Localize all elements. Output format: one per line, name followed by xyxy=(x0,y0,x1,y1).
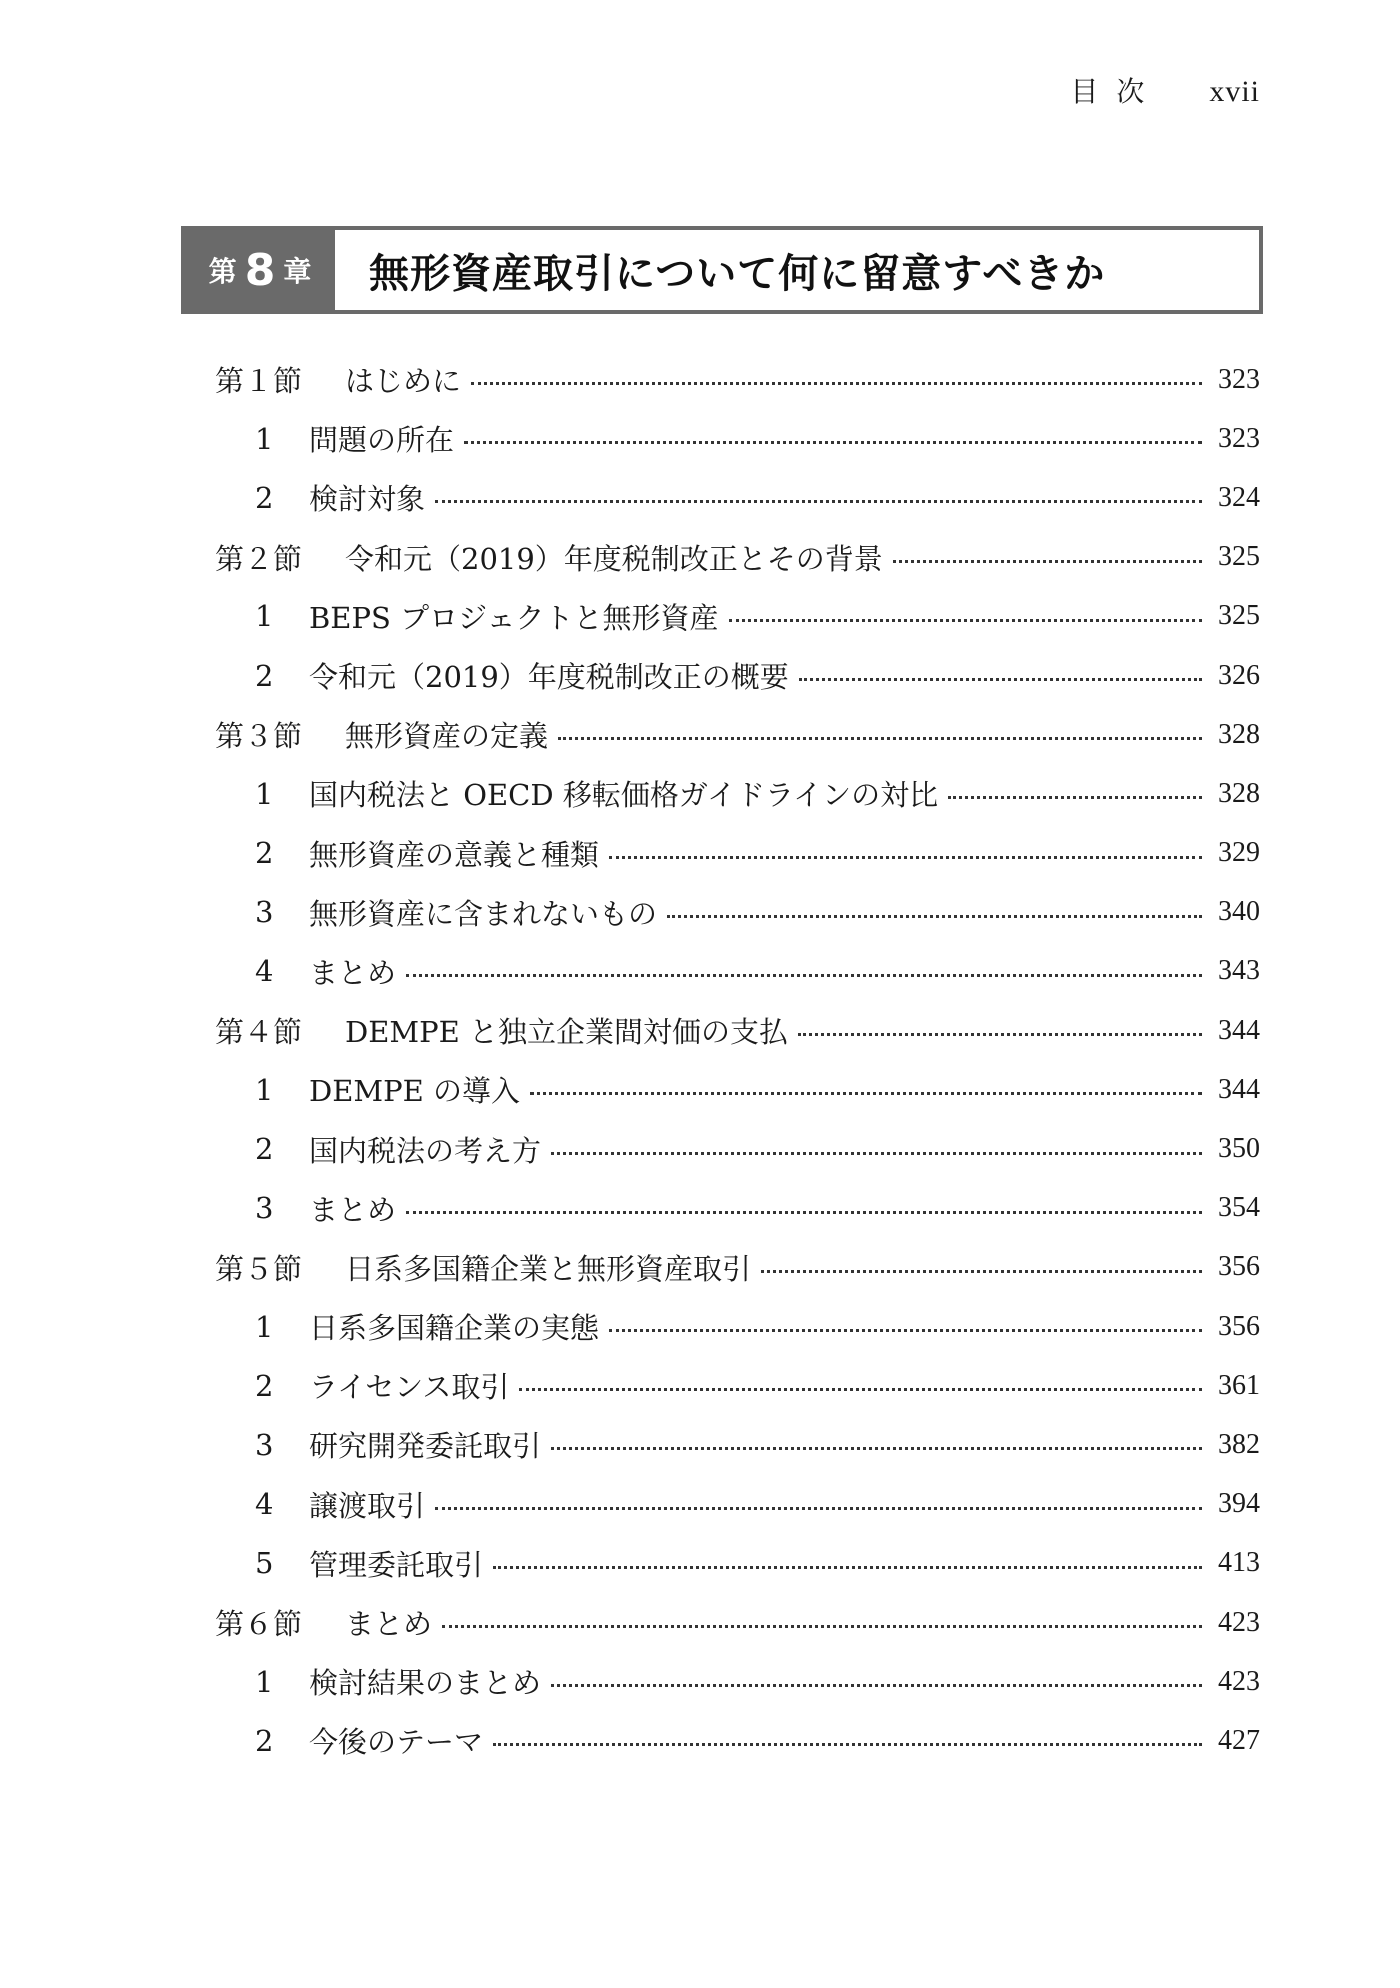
toc-dot-leader xyxy=(464,441,1202,444)
chapter-heading xyxy=(181,226,1263,314)
toc-entry-title: 日系多国籍企業の実態 xyxy=(309,1311,600,1346)
toc-entry-title: 譲渡取引 xyxy=(309,1488,426,1523)
toc-entry-page-number: 344 xyxy=(1218,1073,1260,1105)
toc-entry-page-number: 423 xyxy=(1218,1665,1260,1697)
toc-entry-page-number: 324 xyxy=(1218,481,1260,513)
toc-entry-title: DEMPE と独立企業間対価の支払 xyxy=(345,1015,789,1050)
toc-dot-leader xyxy=(729,619,1203,622)
toc-entry-page-number: 343 xyxy=(1218,955,1260,987)
toc-entry-number: 1 xyxy=(255,1664,274,1699)
toc-entry-number: 2 xyxy=(255,1368,274,1403)
toc-entry-page-number: 340 xyxy=(1218,896,1260,928)
toc-entry-title: 検討結果のまとめ xyxy=(309,1666,542,1701)
toc-entry-number: 4 xyxy=(255,1487,274,1522)
toc-entry-title: ライセンス取引 xyxy=(309,1370,510,1405)
chapter-number: 8 xyxy=(244,244,276,296)
toc-entry-page-number: 423 xyxy=(1218,1606,1260,1638)
toc-entry-page-number: 323 xyxy=(1218,363,1260,395)
toc-entry-title: BEPS プロジェクトと無形資産 xyxy=(309,600,719,635)
toc-entry-number: 3 xyxy=(255,1427,274,1462)
toc-dot-leader xyxy=(667,915,1202,918)
toc-subsection-entry[interactable] xyxy=(215,1356,1260,1415)
toc-entry-page-number: 328 xyxy=(1218,718,1260,750)
toc-subsection-entry[interactable] xyxy=(215,409,1260,468)
toc-entry-title: 令和元（2019）年度税制改正とその背景 xyxy=(345,541,883,576)
toc-subsection-entry[interactable] xyxy=(215,646,1260,705)
toc-entry-title: 問題の所在 xyxy=(309,423,455,458)
toc-entry-title: 無形資産に含まれないもの xyxy=(309,896,658,931)
toc-subsection-entry[interactable] xyxy=(215,1534,1260,1593)
toc-entry-title: まとめ xyxy=(309,1192,397,1227)
toc-section-entry[interactable] xyxy=(215,528,1260,587)
toc-entry-page-number: 328 xyxy=(1218,777,1260,809)
toc-dot-leader xyxy=(435,1507,1202,1510)
toc-subsection-entry[interactable] xyxy=(215,587,1260,646)
toc-entry-page-number: 413 xyxy=(1218,1547,1260,1579)
toc-dot-leader xyxy=(609,1329,1202,1332)
running-head xyxy=(1070,70,1260,110)
toc-entry-number: 1 xyxy=(255,776,274,811)
toc-entry-title: はじめに xyxy=(345,364,462,399)
toc-entry-title: 検討対象 xyxy=(309,482,426,517)
toc-entry-number: 1 xyxy=(255,1309,274,1344)
toc-entry-title: 令和元（2019）年度税制改正の概要 xyxy=(309,660,789,695)
toc-entry-title: 無形資産の意義と種類 xyxy=(309,837,600,872)
running-head-title: 目次 xyxy=(1070,75,1163,108)
toc-dot-leader xyxy=(609,856,1202,859)
toc-entry-page-number: 354 xyxy=(1218,1192,1260,1224)
chapter-label xyxy=(185,230,335,310)
toc-entry-number: 1 xyxy=(255,1072,274,1107)
toc-entry-number: 第５節 xyxy=(215,1251,303,1286)
toc-subsection-entry[interactable] xyxy=(215,1415,1260,1474)
toc-subsection-entry[interactable] xyxy=(215,1652,1260,1711)
toc-subsection-entry[interactable] xyxy=(215,942,1260,1001)
toc-entry-number: 3 xyxy=(255,895,274,930)
toc-dot-leader xyxy=(406,1211,1202,1214)
toc-entry-page-number: 323 xyxy=(1218,422,1260,454)
toc-dot-leader xyxy=(948,796,1202,799)
toc-dot-leader xyxy=(558,737,1202,740)
toc-entry-title: まとめ xyxy=(345,1607,433,1642)
toc-dot-leader xyxy=(798,1033,1202,1036)
toc-dot-leader xyxy=(442,1625,1202,1628)
toc-dot-leader xyxy=(493,1566,1202,1569)
toc-entry-number: 2 xyxy=(255,480,274,515)
toc-entry-number: 2 xyxy=(255,836,274,871)
toc-entry-page-number: 356 xyxy=(1218,1310,1260,1342)
toc-entry-page-number: 350 xyxy=(1218,1133,1260,1165)
toc-entry-number: 第１節 xyxy=(215,364,303,399)
chapter-label-suffix: 章 xyxy=(283,255,312,288)
toc-section-entry[interactable] xyxy=(215,350,1260,409)
chapter-label-prefix: 第 xyxy=(208,255,237,288)
toc-entry-number: 1 xyxy=(255,599,274,634)
table-of-contents xyxy=(215,350,1260,1771)
toc-entry-title: まとめ xyxy=(309,955,397,990)
toc-subsection-entry[interactable] xyxy=(215,1711,1260,1770)
toc-dot-leader xyxy=(493,1743,1202,1746)
toc-entry-number: 5 xyxy=(255,1546,274,1581)
toc-dot-leader xyxy=(435,500,1202,503)
toc-entry-title: 管理委託取引 xyxy=(309,1547,484,1582)
toc-entry-number: 第６節 xyxy=(215,1607,303,1642)
toc-dot-leader xyxy=(406,974,1202,977)
toc-subsection-entry[interactable] xyxy=(215,1475,1260,1534)
toc-entry-title: 国内税法と OECD 移転価格ガイドラインの対比 xyxy=(309,778,939,813)
toc-entry-title: 無形資産の定義 xyxy=(345,719,549,754)
toc-entry-page-number: 394 xyxy=(1218,1488,1260,1520)
toc-entry-number: 第２節 xyxy=(215,541,303,576)
toc-entry-number: 第３節 xyxy=(215,719,303,754)
toc-section-entry[interactable] xyxy=(215,1001,1260,1060)
toc-entry-number: 4 xyxy=(255,954,274,989)
toc-entry-number: 2 xyxy=(255,1723,274,1758)
toc-entry-page-number: 361 xyxy=(1218,1369,1260,1401)
toc-subsection-entry[interactable] xyxy=(215,1060,1260,1119)
toc-subsection-entry[interactable] xyxy=(215,468,1260,527)
toc-entry-page-number: 356 xyxy=(1218,1251,1260,1283)
toc-entry-title: 国内税法の考え方 xyxy=(309,1133,542,1168)
toc-dot-leader xyxy=(799,678,1202,681)
toc-subsection-entry[interactable] xyxy=(215,1297,1260,1356)
toc-dot-leader xyxy=(530,1092,1202,1095)
toc-subsection-entry[interactable] xyxy=(215,1179,1260,1238)
toc-entry-number: 2 xyxy=(255,1132,274,1167)
toc-entry-page-number: 382 xyxy=(1218,1428,1260,1460)
toc-dot-leader xyxy=(471,382,1202,385)
toc-entry-title: 研究開発委託取引 xyxy=(309,1429,542,1464)
running-head-page-number: xvii xyxy=(1209,75,1260,108)
toc-dot-leader xyxy=(551,1447,1202,1450)
toc-entry-title: 日系多国籍企業と無形資産取引 xyxy=(345,1251,752,1286)
toc-dot-leader xyxy=(893,560,1202,563)
toc-entry-number: 3 xyxy=(255,1191,274,1226)
toc-entry-page-number: 427 xyxy=(1218,1724,1260,1756)
toc-dot-leader xyxy=(551,1152,1202,1155)
toc-entry-number: 1 xyxy=(255,421,274,456)
toc-dot-leader xyxy=(551,1684,1202,1687)
toc-dot-leader xyxy=(519,1388,1202,1391)
toc-entry-page-number: 326 xyxy=(1218,659,1260,691)
toc-dot-leader xyxy=(761,1270,1202,1273)
toc-entry-title: 今後のテーマ xyxy=(309,1725,484,1760)
toc-subsection-entry[interactable] xyxy=(215,764,1260,823)
toc-entry-page-number: 325 xyxy=(1218,541,1260,573)
toc-entry-title: DEMPE の導入 xyxy=(309,1074,521,1109)
toc-subsection-entry[interactable] xyxy=(215,824,1260,883)
toc-section-entry[interactable] xyxy=(215,1238,1260,1297)
toc-entry-number: 第４節 xyxy=(215,1015,303,1050)
toc-entry-page-number: 344 xyxy=(1218,1014,1260,1046)
toc-section-entry[interactable] xyxy=(215,1593,1260,1652)
toc-section-entry[interactable] xyxy=(215,705,1260,764)
chapter-title: 無形資産取引について何に留意すべきか xyxy=(369,250,1106,297)
toc-entry-page-number: 325 xyxy=(1218,600,1260,632)
toc-subsection-entry[interactable] xyxy=(215,883,1260,942)
toc-subsection-entry[interactable] xyxy=(215,1119,1260,1178)
toc-entry-number: 2 xyxy=(255,658,274,693)
toc-entry-page-number: 329 xyxy=(1218,837,1260,869)
